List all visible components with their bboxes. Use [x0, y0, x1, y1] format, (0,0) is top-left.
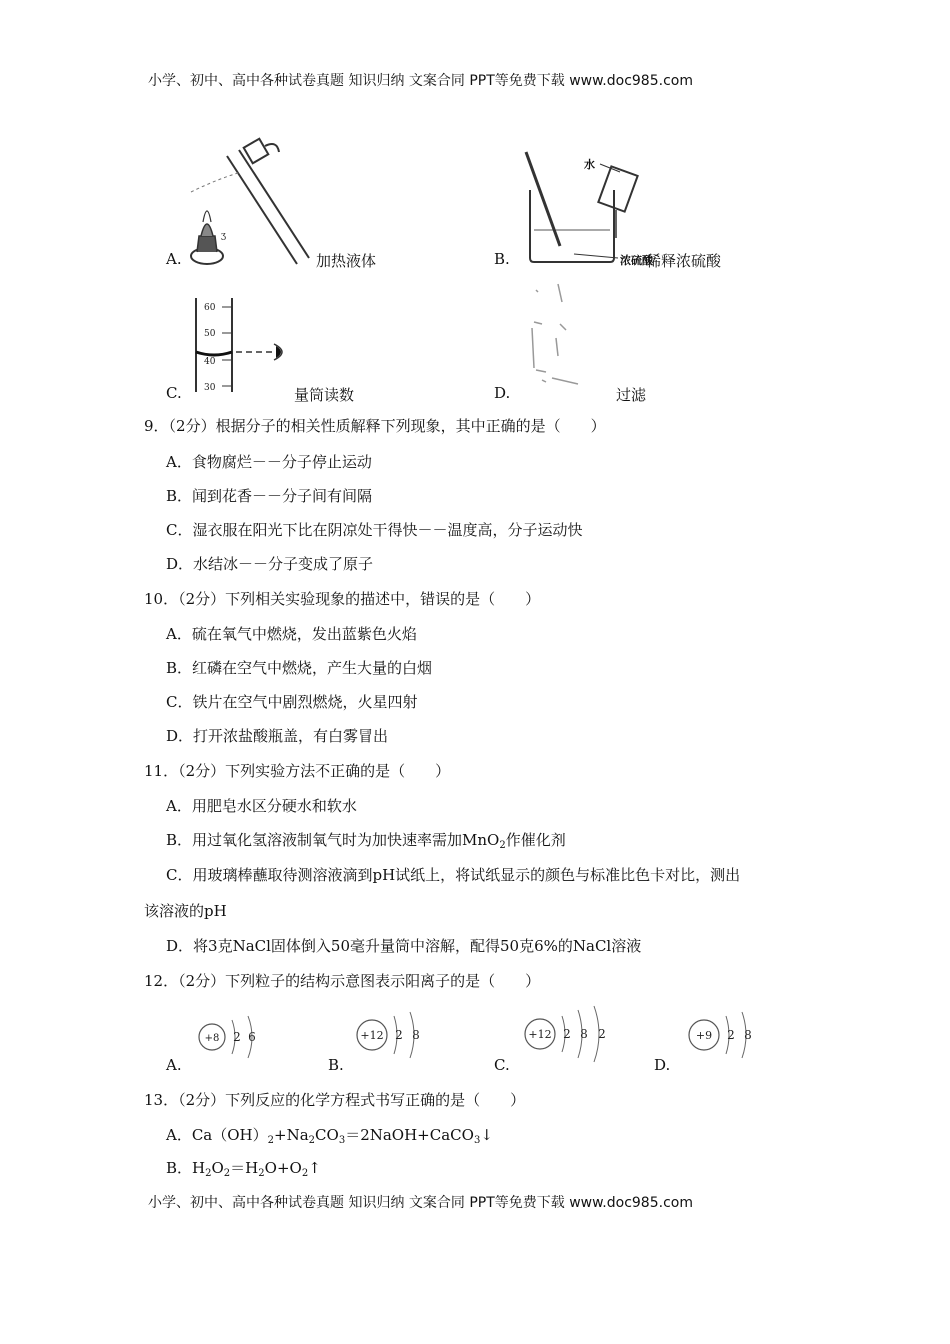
q8-option-c-caption: 量筒读数: [294, 386, 355, 404]
svg-text:40: 40: [204, 357, 216, 367]
q11-option-d: D．将3克NaCl固体倒入50毫升量筒中溶解，配得50克6%的NaCl溶液: [166, 937, 642, 955]
q10-option-a: A．硫在氧气中燃烧，发出蓝紫色火焰: [166, 625, 417, 643]
q13-option-a: A．$Ca(OH)_2+Na_2CO_3=2NaOH+CaCO_3↓$: [166, 1126, 493, 1146]
q11-option-c-line1: C．用玻璃棒蘸取待测溶液滴到pH试纸上，将试纸显示的颜色与标准比色卡对比，测出: [166, 866, 741, 884]
page-footer: 小学、初中、高中各种试卷真题 知识归纳 文案合同 PPT等免费下载 www.doc985.com: [148, 1195, 693, 1211]
atom-diagram-c: [522, 1004, 622, 1064]
q10-option-d: D．打开浓盐酸瓶盖，有白雾冒出: [166, 727, 389, 745]
q10-option-b: B．红磷在空气中燃烧，产生大量的白烟: [166, 659, 433, 677]
q10-stem: 10．（2分）下列相关实验现象的描述中，错误的是（ ）: [144, 590, 541, 608]
svg-text:ʒ: ʒ: [221, 231, 227, 241]
q11-option-c-line2: 该溶液的pH: [144, 902, 227, 920]
filtration-figure: [524, 280, 594, 390]
svg-text:8: 8: [580, 1027, 588, 1041]
q8-option-a-letter: A.: [166, 250, 182, 268]
water-label: 水: [584, 158, 595, 171]
q9-option-a: A．食物腐烂－－分子停止运动: [166, 453, 372, 471]
svg-text:2: 2: [727, 1028, 735, 1042]
q9-option-d: D．水结冰－－分子变成了原子: [166, 555, 374, 573]
atom-diagram-d: [686, 1010, 766, 1060]
q9-stem: 9．（2分）根据分子的相关性质解释下列现象，其中正确的是（ ）: [144, 417, 606, 435]
svg-text:2: 2: [598, 1027, 606, 1041]
q11-option-b: B．用过氧化氢溶液制氧气时为加快速率需加MnO$_2$作催化剂: [166, 831, 566, 851]
q11-option-a: A．用肥皂水区分硬水和软水: [166, 797, 357, 815]
q12-option-b-letter: B.: [328, 1056, 344, 1074]
svg-text:2: 2: [563, 1027, 571, 1041]
acid-label: 浓硫酸: [620, 254, 653, 267]
svg-text:50: 50: [204, 329, 216, 339]
atom-diagram-b: [354, 1010, 434, 1060]
svg-text:2: 2: [395, 1028, 403, 1042]
svg-text:+12: +12: [360, 1029, 384, 1042]
page-header: 小学、初中、高中各种试卷真题 知识归纳 文案合同 PPT等免费下载 www.doc985.com: [148, 73, 693, 89]
q12-option-c-letter: C.: [494, 1056, 510, 1074]
q8-option-d-letter: D.: [494, 384, 511, 402]
svg-text:6: 6: [248, 1030, 256, 1044]
q11-stem: 11．（2分）下列实验方法不正确的是（ ）: [144, 762, 451, 780]
q8-option-a-caption: 加热液体: [316, 252, 377, 270]
cylinder-reading-figure: [190, 296, 300, 396]
svg-text:8: 8: [744, 1028, 752, 1042]
svg-text:+12: +12: [528, 1028, 552, 1041]
q12-option-a-letter: A.: [166, 1056, 182, 1074]
svg-text:+8: +8: [204, 1033, 220, 1044]
q8-option-b-letter: B.: [494, 250, 510, 268]
q13-option-b: B．$H_2O_2=H_2O+O_2↑$: [166, 1159, 321, 1179]
atom-diagram-a: [194, 1012, 274, 1062]
q13-stem: 13．（2分）下列反应的化学方程式书写正确的是（ ）: [144, 1091, 526, 1109]
q9-option-c: C．湿衣服在阳光下比在阴凉处干得快－－温度高，分子运动快: [166, 521, 583, 539]
q9-option-b: B．闻到花香－－分子间有间隔: [166, 487, 373, 505]
svg-text:60: 60: [204, 303, 216, 313]
q8-option-d-caption: 过滤: [616, 386, 647, 404]
svg-text:30: 30: [204, 383, 216, 393]
q12-option-d-letter: D.: [654, 1056, 671, 1074]
svg-text:2: 2: [233, 1030, 241, 1044]
q12-stem: 12．（2分）下列粒子的结构示意图表示阳离子的是（ ）: [144, 972, 541, 990]
q8-option-b-caption: 稀释浓硫酸: [646, 252, 722, 270]
svg-text:8: 8: [412, 1028, 420, 1042]
svg-text:+9: +9: [695, 1029, 713, 1042]
q10-option-c: C．铁片在空气中剧烈燃烧，火星四射: [166, 693, 418, 711]
heating-liquid-figure: [185, 140, 300, 270]
q8-option-c-letter: C.: [166, 384, 182, 402]
